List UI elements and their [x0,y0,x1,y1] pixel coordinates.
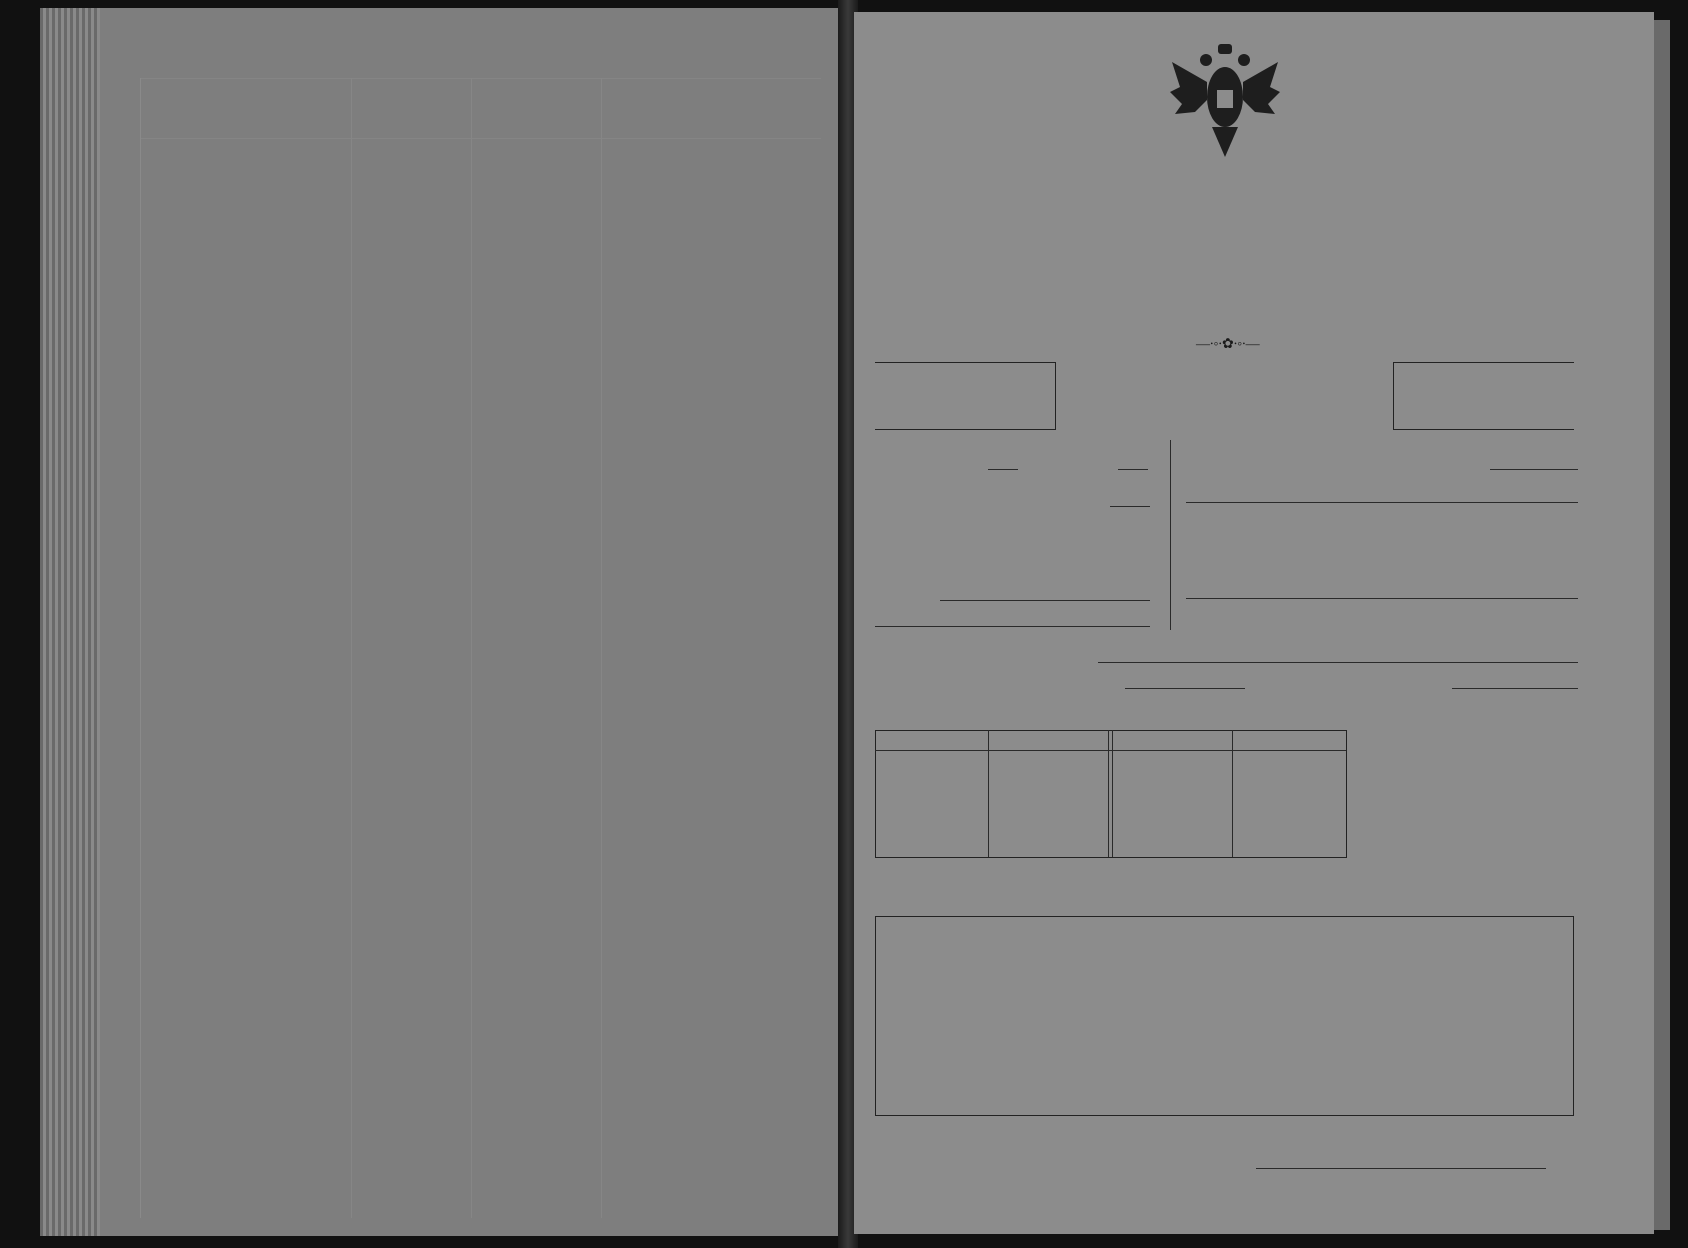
gubernia-box [875,362,1056,430]
left-page-ghost-grid [140,78,821,1218]
page-edges [40,8,100,1236]
summary-table [875,916,1574,1116]
uezd-box [1393,362,1574,430]
page-edge-right [1654,20,1670,1230]
ornament-divider: —∙◦∙✿∙◦∙— [1196,337,1260,352]
imperial-eagle-emblem [1170,42,1280,162]
left-page [40,8,848,1236]
